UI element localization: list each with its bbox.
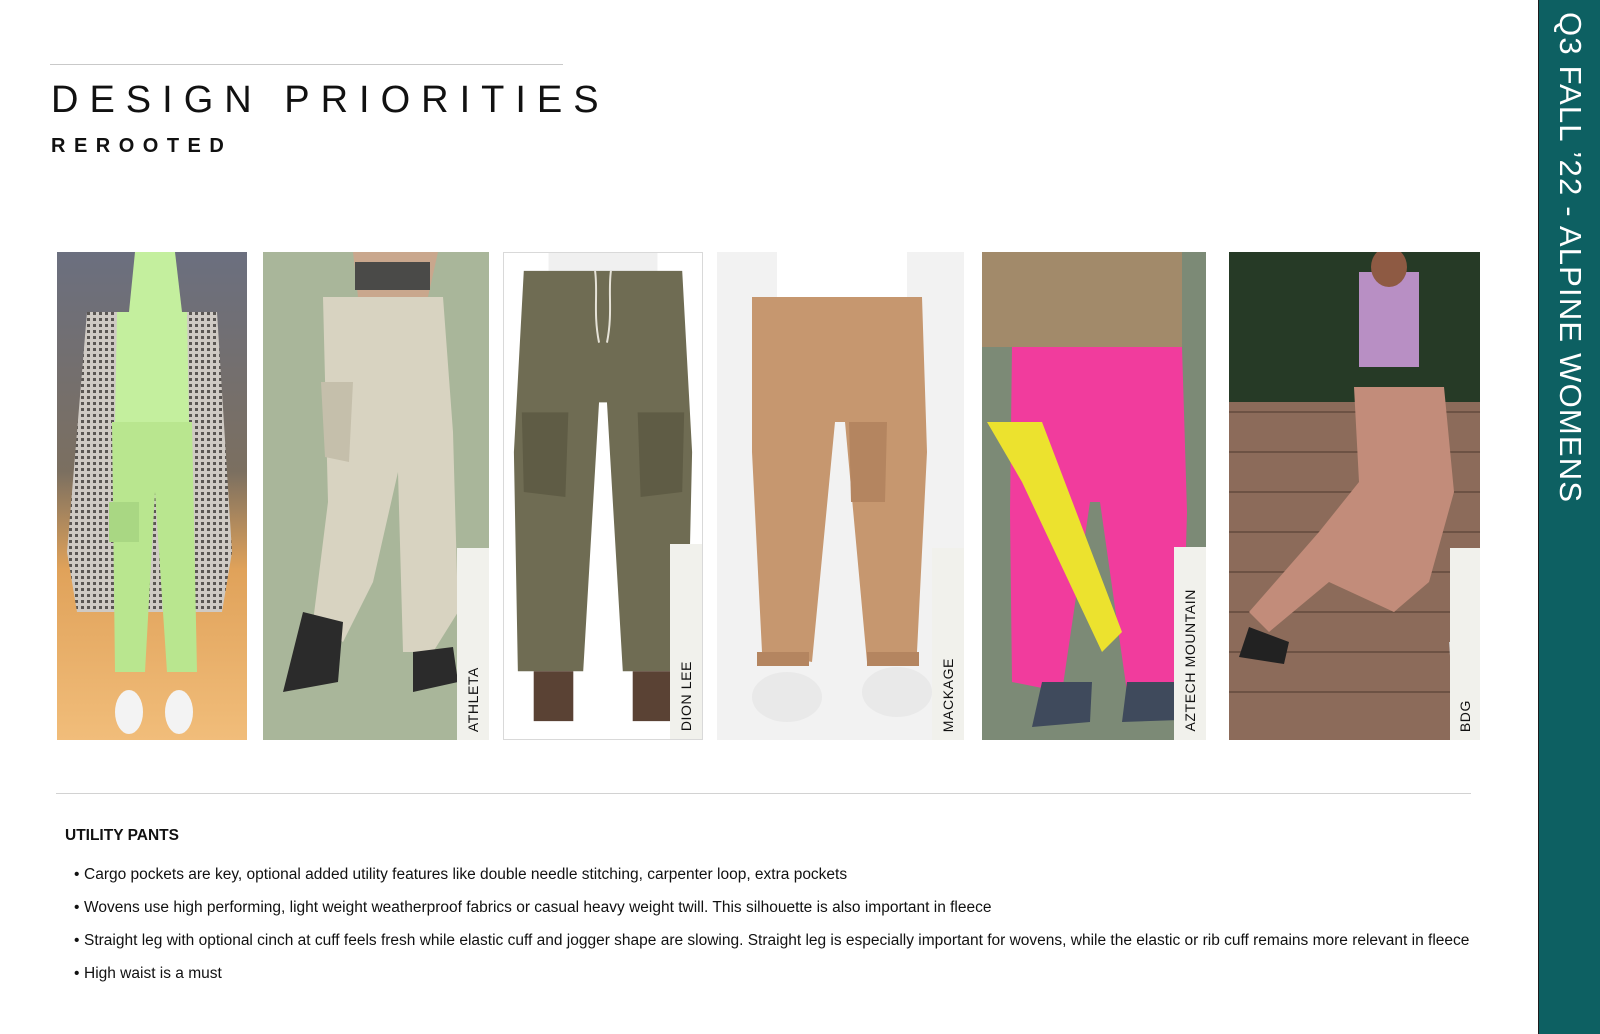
brand-tab-athleta bbox=[457, 548, 489, 740]
bullet-icon: • bbox=[74, 932, 80, 949]
bullet-item bbox=[74, 891, 1479, 924]
brand-tab-bdg bbox=[1450, 548, 1480, 740]
bullet-icon: • bbox=[74, 965, 80, 982]
brand-label: ATHLETA bbox=[465, 666, 481, 732]
bullet-list bbox=[74, 858, 1479, 990]
brand-tab-mackage bbox=[932, 548, 964, 740]
bullet-text: Wovens use high performing, light weight weatherproof fabrics or casual heavy weight twill. This silhouette is also important in fleece bbox=[84, 899, 992, 916]
bullet-icon: • bbox=[74, 899, 80, 916]
product-photo-2 bbox=[263, 252, 489, 740]
bullet-item bbox=[74, 924, 1479, 957]
runway-look-image bbox=[57, 252, 247, 740]
brand-tab-dion-lee bbox=[670, 544, 702, 739]
product-photo-4 bbox=[717, 252, 964, 740]
aztech-mountain-pant-image bbox=[982, 252, 1206, 740]
brand-label: AZTECH MOUNTAIN bbox=[1182, 589, 1198, 732]
bullet-text: High waist is a must bbox=[84, 965, 222, 982]
product-photo-5 bbox=[982, 252, 1206, 740]
product-photo-1 bbox=[57, 252, 247, 740]
season-side-band bbox=[1538, 0, 1600, 1034]
bullet-item bbox=[74, 957, 1479, 990]
season-label: Q3 FALL ’22 - ALPINE WOMENS bbox=[1552, 12, 1588, 504]
page-subtitle: REROOTED bbox=[51, 135, 233, 157]
page-title: DESIGN PRIORITIES bbox=[51, 79, 610, 121]
bullet-item bbox=[74, 858, 1479, 891]
bdg-pant-image bbox=[1229, 252, 1480, 740]
bullet-text: Cargo pockets are key, optional added utility features like double needle stitching, carpenter loop, extra pockets bbox=[84, 866, 848, 883]
mackage-pant-image bbox=[717, 252, 964, 740]
header-divider bbox=[50, 64, 563, 65]
athleta-pant-image bbox=[263, 252, 489, 740]
bullet-icon: • bbox=[74, 866, 80, 883]
product-photo-6 bbox=[1229, 252, 1480, 740]
bullet-text: Straight leg with optional cinch at cuff feels fresh while elastic cuff and jogger shape are slowing. Straight leg is especially important for wovens, while the elastic or rib cuff remains more relevant in fleece bbox=[84, 932, 1470, 949]
brand-label: MACKAGE bbox=[940, 657, 956, 732]
brand-label: BDG bbox=[1457, 699, 1473, 732]
product-photo-3 bbox=[503, 252, 703, 740]
section-heading: UTILITY PANTS bbox=[65, 827, 179, 844]
brand-tab-aztech-mountain bbox=[1174, 547, 1206, 740]
brand-label: DION LEE bbox=[678, 660, 694, 731]
section-divider bbox=[56, 793, 1471, 794]
